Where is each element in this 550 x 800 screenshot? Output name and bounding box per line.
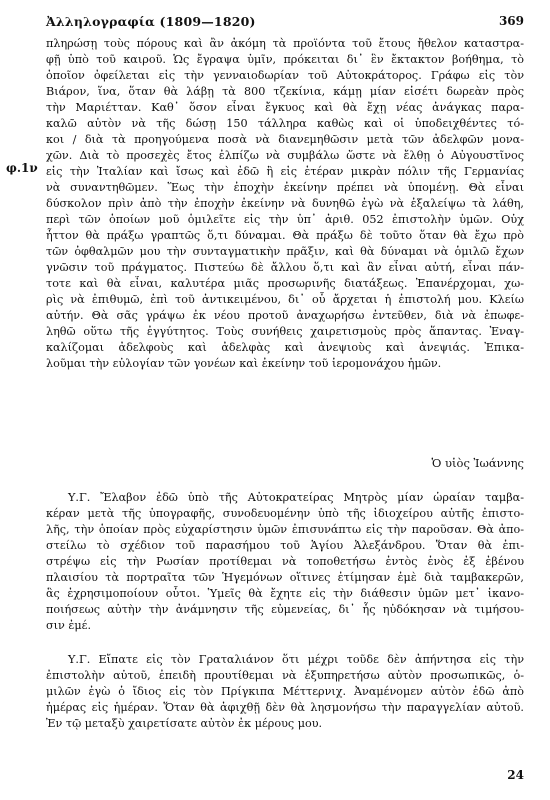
text-line: αὐτήν. Θὰ σᾶς γράψω ἐκ νέου προτοῦ ἀναχωρήσω ἐντεῦθεν, διὰ νὰ ἐπωφε- xyxy=(46,309,524,322)
text-line: ληθῶ οὕτω τῆς ἐγγύτητος. Τοὺς συνήθεις χαιρετισμοὺς πρὸς ἅπαντας. Ἐναγ- xyxy=(46,325,524,338)
text-line: Ἐν τῷ μεταξὺ χαιρετίσατε αὐτὸν ἐκ μέρους μου. xyxy=(46,717,323,730)
postscript-paragraph-1 xyxy=(46,490,524,634)
text-line: Υ.Γ. Ἔλαβον ἐδῶ ὑπὸ τῆς Αὐτοκρατείρας Μητρὸς μίαν ὡραίαν ταμβα- xyxy=(68,491,524,504)
text-line: ποιήσεως αὐτὴν τὴν ἀνάμνησιν τῆς εὐμενείας, δι᾽ ἧς ηὐδόκησαν νὰ τιμήσου- xyxy=(46,603,524,616)
text-line: στείλω τὸ σχέδιον τοῦ παρασήμου τοῦ Ἁγίου Ἀλεξάνδρου. Ὅταν θὰ ἐπι- xyxy=(46,539,524,552)
running-title: Ἀλληλογραφία (1809—1820) xyxy=(46,14,256,29)
text-line: εἰς τὴν Ἰταλίαν καὶ ἴσως καὶ ἐδῶ ἢ εἰς ἑτέραν μικρὰν πόλιν τῆς Γερμανίας xyxy=(46,165,524,178)
text-line: στρέψω εἰς τὴν Ρωσίαν προτίθεμαι νὰ τοποθετήσω ἐντὸς ἑνὸς ἐξ ἐβένου xyxy=(46,555,524,568)
text-line: γνῶσιν τοῦ πράγματος. Πιστεύω δὲ ἄλλου ὅ,τι καὶ ἂν εἶναι αὐτή, εἶναι πάν- xyxy=(46,261,524,274)
text-line: ἃς ἐχρησιμοποίουν οὗτοι. Ὑμεῖς θὰ ἔχητε εἰς τὴν διάθεσιν ὑμῶν μετ᾽ ἱκανο- xyxy=(46,587,524,600)
text-line: φῇ ὑπὸ τοῦ καιροῦ. Ὡς ἔγραψα ὑμῖν, πρόκειται δι᾽ ἓν ἔκτακτον βοήθημα, τὸ xyxy=(46,53,524,66)
text-line: νὰ συναντηθῶμεν. Ἕως τὴν ἐποχὴν ἐκείνην πρέπει νὰ ὑπομένῃ. Θὰ εἶναι xyxy=(46,181,524,194)
text-line: κέραν μετὰ τῆς ὑπογραφῆς, συνοδευομένην ὑπὸ τῆς ἰδιοχείρου αὐτῆς ἐπιστο- xyxy=(46,507,524,520)
text-line: ἧττον θὰ πράξω γραπτῶς ὅ,τι δύναμαι. Θὰ πράξω δὲ τοῦτο ὅταν θὰ ἔχω πρὸ xyxy=(46,229,524,242)
text-line: δύσκολον πρὶν ἀπὸ τὴν ἐποχὴν ἐκείνην νὰ δυνηθῶ ἐγὼ νὰ ἐξαλείψω τὰ λάθη, xyxy=(46,197,524,210)
text-line: πληρώσῃ τοὺς πόρους καὶ ἂν ἀκόμη τὰ προϊόντα τοῦ ἔτους ἤθελον καταστρα- xyxy=(46,37,524,50)
text-line: τὴν Μαριέτταν. Καθ᾽ ὅσον εἶναι ἔγκυος καὶ θὰ ἔχῃ νέας ἀνάγκας παρα- xyxy=(46,101,524,114)
text-line: λοῦμαι τὴν εὐλογίαν τῶν γονέων καὶ ἐκείνην τοῦ ἱερομονάχου ἡμῶν. xyxy=(46,357,442,370)
text-line: ἡμέρας εἰς ἡμέραν. Ὅταν θὰ ἀφιχθῇ δὲν θὰ λησμονήσω τὴν παραγγελίαν αὐτοῦ. xyxy=(46,701,524,714)
text-line: πλαισίου τὰ πορτραῖτα τῶν Ἡγεμόνων οἵτινες ἐτίμησαν ἐμὲ διὰ ταμβακερῶν, xyxy=(46,571,524,584)
text-line: ὁποῖον ὀφείλεται εἰς τὴν γενναιοδωρίαν τοῦ Αὐτοκράτορος. Γράφω εἰς τὸν xyxy=(46,69,524,82)
text-line: καλίζομαι ἀδελφοὺς καὶ ἀδελφὰς καὶ ἀνεψιοὺς καὶ ἀνεψιάς. Ἐπικα- xyxy=(46,341,524,354)
printer-signature-mark: 24 xyxy=(507,768,524,782)
text-line: μιλῶν ἐγὼ ὁ ἴδιος εἰς τὸν Πρίγκιπα Μέττερνιχ. Ἀναμένομεν αὐτὸν ἐδῶ ἀπὸ xyxy=(46,685,524,698)
text-line: λῆς, τὴν ὁποίαν πρὸς εὐχαρίστησιν ὑμῶν ἐπισυνάπτω εἰς τὴν παροῦσαν. Θὰ ἀπο- xyxy=(46,523,524,536)
text-line: σιν ἐμέ. xyxy=(46,619,92,632)
letter-signature: Ὁ υἱὸς Ἰωάννης xyxy=(431,456,524,470)
text-line: καλῶ αὐτὸν νὰ τῆς δώσῃ 150 τάλληρα καθὼς καὶ οἱ ὑποδειχθέντες τό- xyxy=(46,117,524,130)
text-line: κοι / διὰ τὰ προηγούμενα ποσὰ νὰ διανεμηθῶσιν μετὰ τῶν ἀδελφῶν μονα- xyxy=(46,133,524,146)
text-line: χῶν. Διὰ τὸ προσεχὲς ἔτος ἐλπίζω νὰ συμβάλω ὥστε νὰ ἔλθῃ ὁ Αὐγουστῖνος xyxy=(46,149,524,162)
postscript-paragraph-2 xyxy=(46,652,524,732)
text-line: τοτε καὶ θὰ εἶναι, καλυτέρα μιᾶς προσωρινῆς διατάξεως. Ἐπανέρχομαι, χω- xyxy=(46,277,524,290)
text-line: ἐπιστολὴν αὐτοῦ, ἐπειδὴ προυτίθεμαι νὰ ἐξυπηρετήσω αὐτὸν προσωπικῶς, ὁ- xyxy=(46,669,524,682)
letter-paragraph-main xyxy=(46,36,524,372)
folio-margin-note: φ.1ν xyxy=(6,161,38,175)
text-line: ρὶς νὰ ἐπιθυμῶ, ἐπὶ τοῦ ἀντικειμένου, δι᾽ οὗ ἄρχεται ἡ ἐπιστολή μου. Κλείω xyxy=(46,293,524,306)
running-header xyxy=(46,14,524,32)
text-line: τῶν ὀφθαλμῶν μου τὴν συνταγματικὴν πρᾶξιν, καὶ θὰ δύναμαι νὰ ὁμιλῶ ἔχων xyxy=(46,245,524,258)
text-line: Βιάρον, ἵνα, ὅταν θὰ λάβῃ τὰ 800 τζεκίνια, κάμῃ μίαν εἰσέτι δωρεὰν πρὸς xyxy=(46,85,524,98)
text-line: Υ.Γ. Εἴπατε εἰς τὸν Γραταλιάνον ὅτι μέχρι τοῦδε δὲν ἀπήντησα εἰς τὴν xyxy=(68,653,524,666)
page-number: 369 xyxy=(498,14,524,28)
text-line: περὶ τῶν ὁποίων μοῦ ὁμιλεῖτε εἰς τὴν ὑπ᾽ ἀριθ. 052 ἐπιστολὴν ὑμῶν. Οὐχ xyxy=(46,213,524,226)
